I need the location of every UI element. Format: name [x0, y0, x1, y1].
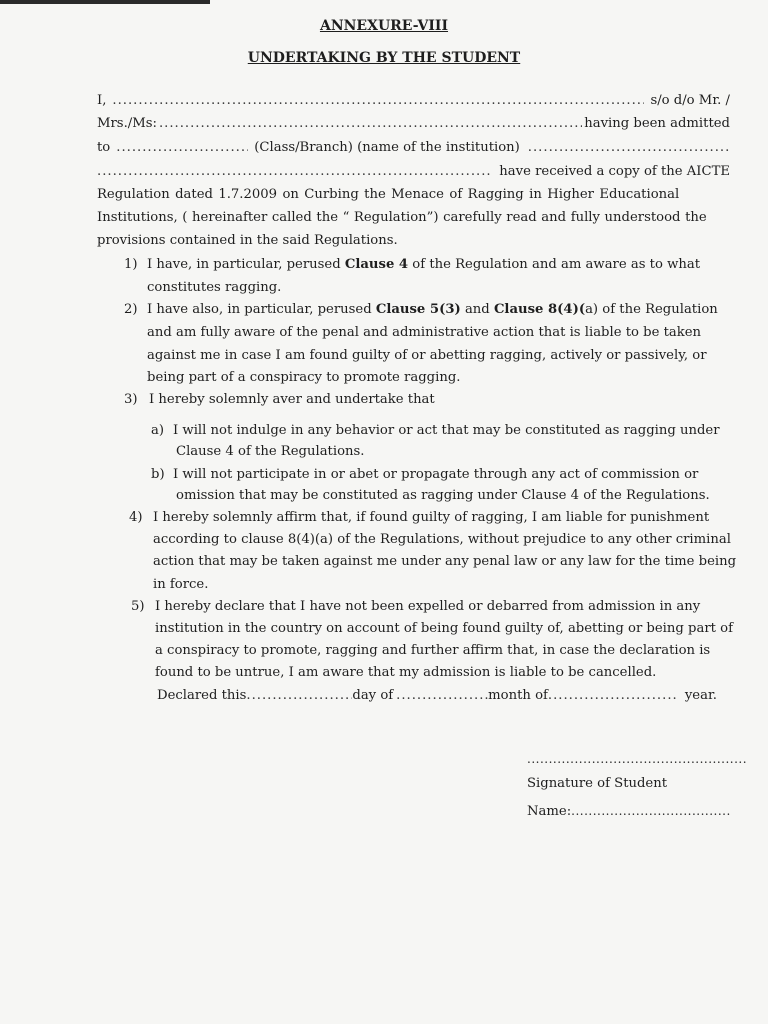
- name-label: Name:: [527, 804, 572, 819]
- item-3b-line-2: omission that may be constituted as ragging under Clause 4 of the Regulations.: [176, 488, 710, 503]
- item-2-line-4: being part of a conspiracy to promote ragging.: [147, 370, 461, 385]
- clause-8-4-ref: Clause 8(4)(: [493, 302, 586, 317]
- blank-month: [396, 687, 488, 705]
- blank-institution: [528, 139, 730, 157]
- intro-line-1: [97, 92, 730, 110]
- intro-mrs-ms: Mrs./Ms:: [97, 116, 157, 131]
- item-2-line-1: I have also, in particular, perused Clause 5(3) and Clause 8(4)(a) of the Regulation: [147, 302, 718, 317]
- item-3a-letter: a): [151, 423, 165, 438]
- day-of-label: day of: [352, 688, 394, 703]
- blank-year: [548, 687, 679, 705]
- item-3-line-1: I hereby solemnly aver and undertake that: [149, 392, 435, 407]
- clause-5-3-ref: Clause 5(3): [375, 302, 461, 317]
- item-1-number: 1): [124, 257, 138, 272]
- item-4-line-1: I hereby solemnly affirm that, if found guilty of ragging, I am liable for punishment: [153, 510, 710, 525]
- intro-class-branch-label: (Class/Branch) (name of the institution): [254, 140, 520, 155]
- signature-line: ...................................................: [527, 752, 748, 766]
- declaration-date-line: [157, 687, 717, 705]
- blank-class-branch: [116, 139, 248, 157]
- item-4-line-4: in force.: [153, 577, 209, 592]
- item-5-line-2: institution in the country on account of being found guilty of, abetting or being part of: [155, 621, 733, 636]
- intro-line-7: provisions contained in the said Regulations.: [97, 233, 398, 248]
- item-4-line-2: according to clause 8(4)(a) of the Regulations, without prejudice to any other criminal: [153, 532, 731, 547]
- intro-line-5: Regulation dated 1.7.2009 on Curbing the Menace of Ragging in Higher Educational: [97, 187, 680, 202]
- item-1-line-2: constitutes ragging.: [147, 280, 282, 295]
- item-3b-letter: b): [151, 467, 165, 482]
- item-3a-line-2: Clause 4 of the Regulations.: [176, 444, 365, 459]
- intro-line-3: [97, 139, 730, 157]
- blank-day: [246, 687, 352, 705]
- intro-parent-prefix: s/o d/o Mr. /: [650, 93, 730, 108]
- year-label: year.: [684, 688, 717, 703]
- annexure-heading: ANNEXURE-VIII: [319, 18, 449, 34]
- item-3b-line-1: I will not participate in or abet or propagate through any act of commission or: [173, 467, 699, 482]
- intro-line-2: [97, 115, 730, 133]
- blank-student-name: [112, 92, 644, 110]
- name-field: [527, 802, 731, 821]
- item-5-line-1: I hereby declare that I have not been expelled or debarred from admission in any: [155, 599, 701, 614]
- blank-name: .....................................: [571, 804, 731, 818]
- signature-label: Signature of Student: [527, 776, 668, 791]
- month-of-label: month of: [488, 688, 548, 703]
- intro-line-4: [97, 163, 730, 181]
- item-5-line-3: a conspiracy to promote, ragging and further affirm that, in case the declaration is: [155, 643, 711, 658]
- item-1-line-1: I have, in particular, perused Clause 4 of the Regulation and am aware as to what: [147, 257, 701, 272]
- intro-line-6: Institutions, ( hereinafter called the “ Regulation”) carefully read and fully understood the: [97, 210, 707, 225]
- item-2-line-3: against me in case I am found guilty of or abetting ragging, actively or passively, or: [147, 348, 707, 363]
- blank-parent-name: [159, 115, 582, 133]
- item-2-number: 2): [124, 302, 138, 317]
- intro-received: have received a copy of the AICTE: [499, 164, 730, 179]
- blank-institution-cont: [97, 163, 491, 181]
- intro-admitted: having been admitted: [584, 116, 730, 131]
- item-3-number: 3): [124, 392, 138, 407]
- item-4-number: 4): [129, 510, 143, 525]
- scan-edge-mark: [0, 0, 210, 4]
- undertaking-title: UNDERTAKING BY THE STUDENT: [247, 50, 521, 66]
- item-3a-line-1: I will not indulge in any behavior or act that may be constituted as ragging under: [173, 423, 720, 438]
- intro-to: to: [97, 140, 111, 155]
- item-2-line-2: and am fully aware of the penal and administrative action that is liable to be taken: [147, 325, 702, 340]
- item-4-line-3: action that may be taken against me under any penal law or any law for the time being: [153, 554, 737, 569]
- intro-i: I,: [97, 93, 107, 108]
- clause-4-ref: Clause 4: [344, 257, 409, 272]
- item-5-number: 5): [131, 599, 145, 614]
- declared-this-label: Declared this: [157, 688, 247, 703]
- item-5-line-4: found to be untrue, I am aware that my admission is liable to be cancelled.: [155, 665, 657, 680]
